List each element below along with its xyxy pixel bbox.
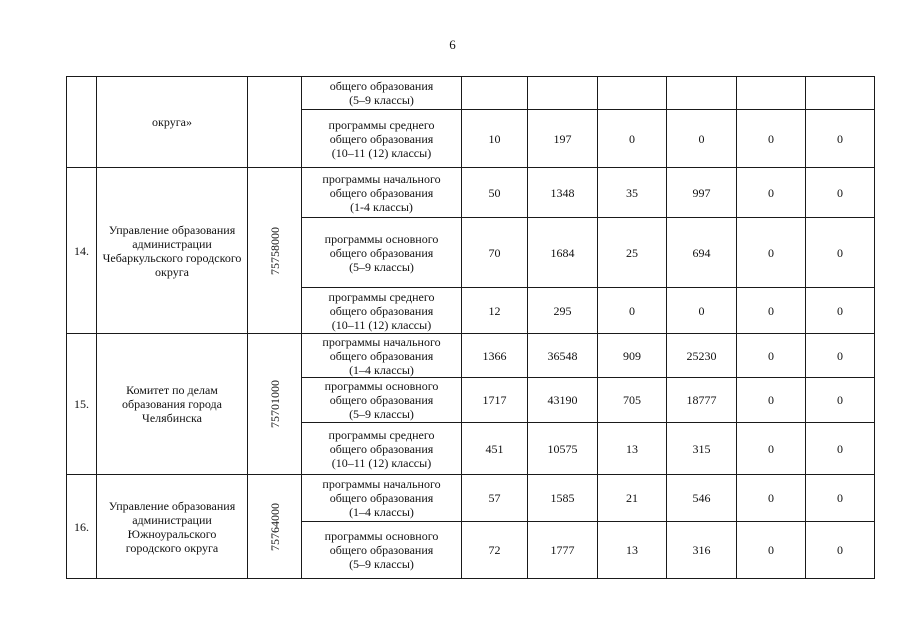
organization-cell: округа» xyxy=(97,77,248,168)
organization-cell: Управление образования администрации Южноуральского городского округа xyxy=(97,475,248,579)
value-cell: 70 xyxy=(462,218,528,288)
okato-code: 75758000 xyxy=(267,226,282,275)
value-cell: 0 xyxy=(667,288,737,334)
value-cell: 694 xyxy=(667,218,737,288)
okato-code-cell xyxy=(248,168,302,334)
value-cell: 72 xyxy=(462,522,528,579)
table-row xyxy=(67,77,875,110)
value-cell: 1684 xyxy=(528,218,598,288)
program-cell: программы начального общего образования (1-4 классы) xyxy=(302,168,462,218)
value-cell: 57 xyxy=(462,475,528,522)
program-cell: программы среднего общего образования (10–11 (12) классы) xyxy=(302,110,462,168)
value-cell: 10 xyxy=(462,110,528,168)
okato-code-cell xyxy=(248,334,302,475)
value-cell xyxy=(667,77,737,110)
table-row xyxy=(67,475,875,522)
value-cell: 0 xyxy=(737,110,806,168)
value-cell: 0 xyxy=(806,334,875,378)
value-cell: 0 xyxy=(806,288,875,334)
value-cell: 1717 xyxy=(462,378,528,423)
value-cell: 36548 xyxy=(528,334,598,378)
program-cell: программы начального общего образования (1–4 классы) xyxy=(302,334,462,378)
value-cell: 43190 xyxy=(528,378,598,423)
value-cell: 0 xyxy=(598,110,667,168)
value-cell: 25230 xyxy=(667,334,737,378)
program-cell: программы среднего общего образования (10–11 (12) классы) xyxy=(302,288,462,334)
program-cell: программы среднего общего образования (10–11 (12) классы) xyxy=(302,423,462,475)
row-number-cell: 14. xyxy=(67,168,97,334)
value-cell: 35 xyxy=(598,168,667,218)
value-cell: 1777 xyxy=(528,522,598,579)
okato-code: 75764000 xyxy=(267,502,282,551)
value-cell: 21 xyxy=(598,475,667,522)
value-cell: 315 xyxy=(667,423,737,475)
value-cell: 1585 xyxy=(528,475,598,522)
value-cell: 0 xyxy=(737,423,806,475)
value-cell: 25 xyxy=(598,218,667,288)
row-number-cell: 15. xyxy=(67,334,97,475)
value-cell: 197 xyxy=(528,110,598,168)
value-cell: 0 xyxy=(806,423,875,475)
row-number-cell: 16. xyxy=(67,475,97,579)
value-cell: 0 xyxy=(737,475,806,522)
value-cell xyxy=(806,77,875,110)
value-cell: 0 xyxy=(806,168,875,218)
value-cell: 13 xyxy=(598,423,667,475)
value-cell: 0 xyxy=(806,522,875,579)
value-cell: 0 xyxy=(737,522,806,579)
value-cell: 10575 xyxy=(528,423,598,475)
row-number-cell xyxy=(67,77,97,168)
okato-code: 75701000 xyxy=(267,380,282,428)
program-cell: программы основного общего образования (5–9 классы) xyxy=(302,378,462,423)
value-cell: 0 xyxy=(598,288,667,334)
value-cell: 12 xyxy=(462,288,528,334)
value-cell: 451 xyxy=(462,423,528,475)
program-cell: программы начального общего образования (1–4 классы) xyxy=(302,475,462,522)
okato-code-cell xyxy=(248,475,302,579)
value-cell xyxy=(598,77,667,110)
value-cell: 909 xyxy=(598,334,667,378)
value-cell: 295 xyxy=(528,288,598,334)
value-cell xyxy=(737,77,806,110)
value-cell: 0 xyxy=(737,288,806,334)
value-cell: 316 xyxy=(667,522,737,579)
program-cell: программы основного общего образования (5–9 классы) xyxy=(302,218,462,288)
organization-cell: Управление образования администрации Чебаркульского городского округа xyxy=(97,168,248,334)
organization-cell: Комитет по делам образования города Челябинска xyxy=(97,334,248,475)
value-cell: 1366 xyxy=(462,334,528,378)
value-cell: 18777 xyxy=(667,378,737,423)
value-cell: 0 xyxy=(806,378,875,423)
value-cell: 0 xyxy=(806,218,875,288)
okato-code-cell xyxy=(248,77,302,168)
table-row xyxy=(67,168,875,218)
value-cell: 0 xyxy=(737,334,806,378)
value-cell xyxy=(528,77,598,110)
program-cell: общего образования (5–9 классы) xyxy=(302,77,462,110)
value-cell: 0 xyxy=(737,378,806,423)
enrollment-table xyxy=(66,76,875,579)
table-row xyxy=(67,334,875,378)
page-number: 6 xyxy=(449,37,456,52)
value-cell: 0 xyxy=(806,475,875,522)
value-cell: 50 xyxy=(462,168,528,218)
value-cell: 0 xyxy=(737,168,806,218)
value-cell: 0 xyxy=(667,110,737,168)
value-cell: 0 xyxy=(806,110,875,168)
value-cell: 705 xyxy=(598,378,667,423)
value-cell: 0 xyxy=(737,218,806,288)
value-cell: 997 xyxy=(667,168,737,218)
value-cell: 13 xyxy=(598,522,667,579)
value-cell: 1348 xyxy=(528,168,598,218)
value-cell: 546 xyxy=(667,475,737,522)
value-cell xyxy=(462,77,528,110)
program-cell: программы основного общего образования (5–9 классы) xyxy=(302,522,462,579)
